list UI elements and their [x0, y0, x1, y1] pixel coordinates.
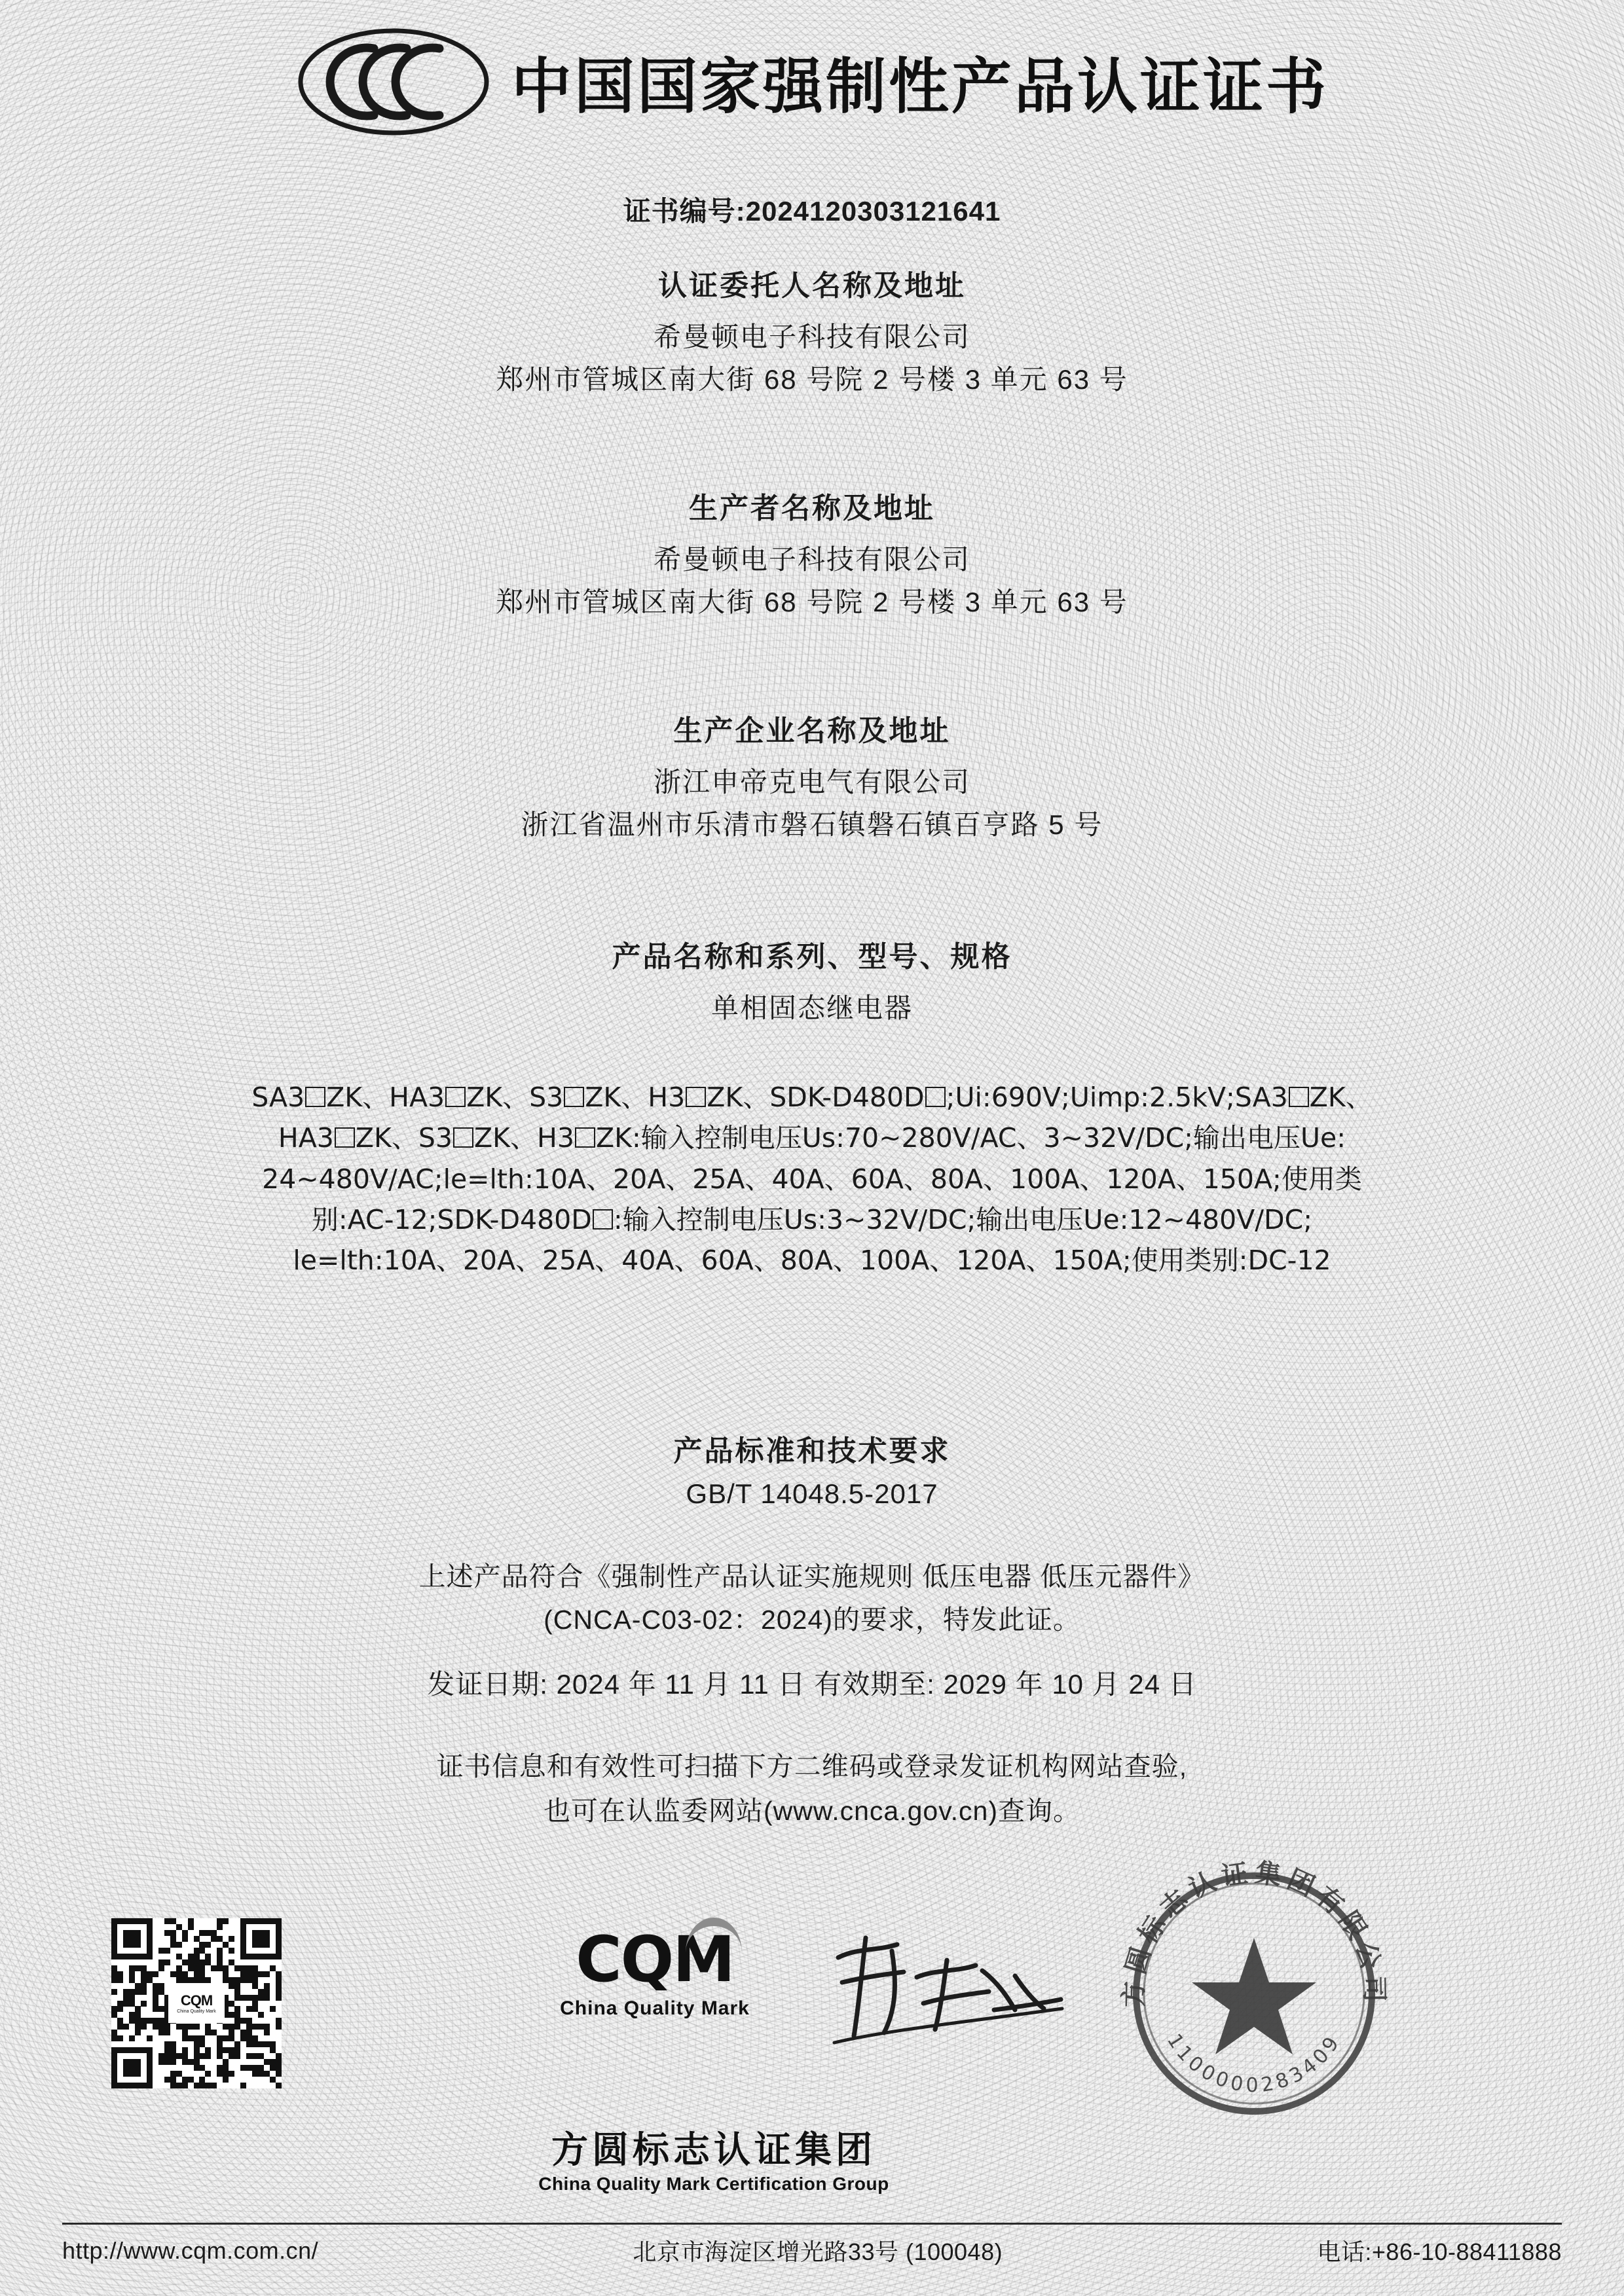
product-section [0, 933, 1624, 1029]
statement-line-2: (CNCA-C03-02：2024)的要求，特发此证。 [544, 1605, 1080, 1635]
footer-address: 北京市海淀区增光路33号 (100048) [633, 2238, 1003, 2265]
verification-line-1: 证书信息和有效性可扫描下方二维码或登录发证机构网站查验, [436, 1751, 1188, 1781]
qr-logo-subtext: China Quality Mark [177, 2009, 216, 2014]
blank-box-glyph [575, 1127, 595, 1148]
standard-title: 产品标准和技术要求 [673, 1435, 951, 1467]
statement-line-1: 上述产品符合《强制性产品认证实施规则 低压电器 低压元器件》 [418, 1561, 1206, 1592]
applicant-section [0, 262, 1624, 401]
footer-website[interactable]: http://www.cqm.com.cn/ [62, 2236, 319, 2264]
producer-address: 郑州市管城区南大街 68 号院 2 号楼 3 单元 63 号 [496, 587, 1128, 618]
blank-box-glyph [335, 1127, 355, 1148]
ccc-mark-icon [295, 26, 492, 137]
spec-line-1: SA3 ZK、HA3 ZK、S3 ZK、H3 ZK、SDK-D480D ;Ui:690V;Uimp:2.5kV;SA3 ZK、 [251, 1082, 1373, 1113]
applicant-name: 希曼顿电子科技有限公司 [653, 321, 970, 352]
verification-note [0, 1745, 1624, 1833]
qr-code-icon[interactable] [111, 1918, 282, 2088]
standard-section [0, 1427, 1624, 1510]
producer-section [0, 484, 1624, 623]
manufacturer-address: 浙江省温州市乐清市磐石镇磐石镇百亨路 5 号 [521, 809, 1103, 841]
spec-line-4: 别:AC-12;SDK-D480D :输入控制电压Us:3~32V/DC;输出电压Ue:12~480V/DC; [311, 1203, 1313, 1235]
official-red-seal-icon [1113, 1853, 1395, 2134]
producer-title: 生产者名称及地址 [689, 492, 935, 524]
cqm-wordmark: CQM [576, 1923, 734, 1996]
manufacturer-title: 生产企业名称及地址 [673, 715, 951, 747]
validity-dates: 发证日期: 2024 年 11 月 11 日 有效期至: 2029 年 10 月 24 日 [427, 1669, 1197, 1700]
qr-center-logo [168, 1984, 225, 2023]
footer-divider [62, 2223, 1562, 2225]
verification-line-2: 也可在认监委网站(www.cnca.gov.cn)查询。 [543, 1795, 1080, 1826]
manufacturer-section [0, 707, 1624, 846]
handwritten-signature-icon [819, 1931, 1094, 2069]
blank-box-glyph [564, 1087, 584, 1107]
cqm-tagline: China Quality Mark [560, 1997, 750, 2019]
spec-line-5: le=lth:10A、20A、25A、40A、60A、80A、100A、120A、150A;使用类别:DC-12 [293, 1245, 1331, 1277]
blank-box-glyph [453, 1127, 473, 1148]
footer [62, 2234, 1562, 2267]
applicant-address: 郑州市管城区南大街 68 号院 2 号楼 3 单元 63 号 [496, 364, 1128, 395]
product-title: 产品名称和系列、型号、规格 [612, 941, 1012, 973]
blank-box-glyph [305, 1087, 325, 1107]
compliance-statement [0, 1555, 1624, 1642]
blank-box-glyph [686, 1087, 706, 1107]
producer-name: 希曼顿电子科技有限公司 [653, 544, 970, 575]
product-name: 单相固态继电器 [710, 993, 913, 1023]
blank-box-glyph [925, 1087, 946, 1107]
page-title: 中国国家强制性产品认证证书 [511, 52, 1329, 122]
certificate-number: 证书编号:2024120303121641 [623, 196, 1001, 227]
blank-box-glyph [593, 1209, 613, 1230]
applicant-title: 认证委托人名称及地址 [658, 270, 966, 302]
svg-text:方圆标志认证集团有限公司: 方圆标志认证集团有限公司 [1118, 1857, 1390, 2008]
spec-line-2: HA3 ZK、S3 ZK、H3 ZK:输入控制电压Us:70~280V/AC、3~32V/DC;输出电压Ue: [278, 1122, 1346, 1154]
qr-logo-text: CQM [180, 1992, 213, 2009]
cqm-logo [517, 1923, 792, 2020]
footer-phone: 电话:+86-10-88411888 [1317, 2238, 1562, 2265]
manufacturer-name: 浙江申帝克电气有限公司 [653, 767, 970, 797]
organization-name-en: China Quality Mark Certification Group [538, 2174, 889, 2194]
organization-name-cn: 方圆标志认证集团 [551, 2129, 876, 2170]
blank-box-glyph [445, 1087, 466, 1107]
product-specification [13, 1077, 1611, 1281]
blank-box-glyph [1289, 1087, 1309, 1107]
svg-text:1100000283409: 1100000283409 [1162, 2030, 1346, 2097]
standard-value: GB/T 14048.5-2017 [686, 1478, 938, 1509]
certificate-header [0, 26, 1624, 137]
spec-line-3: 24~480V/AC;le=lth:10A、20A、25A、40A、60A、80A、100A、120A、150A;使用类 [262, 1163, 1362, 1195]
